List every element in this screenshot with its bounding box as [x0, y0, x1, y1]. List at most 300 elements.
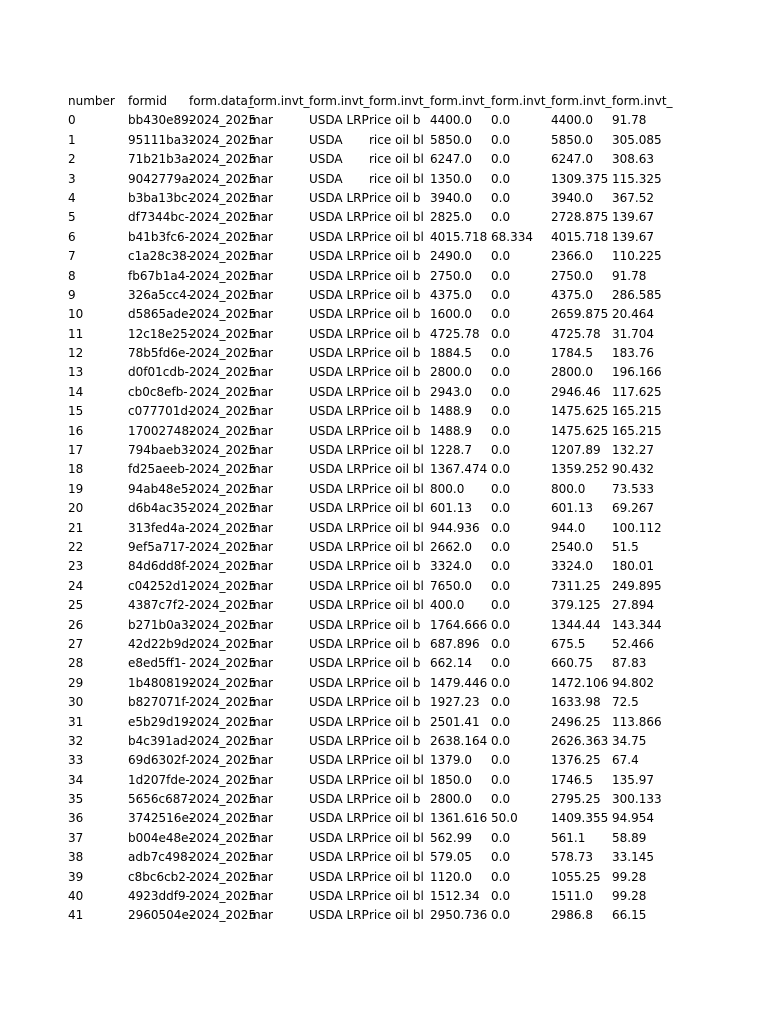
table-cell[interactable]: 0.0 [491, 268, 511, 283]
table-cell[interactable]: 2986.8 [551, 908, 593, 923]
table-cell[interactable]: mar [249, 753, 273, 768]
table-cell[interactable]: USDA LRP [309, 384, 369, 399]
table-cell[interactable]: 0.0 [491, 578, 511, 593]
table-cell[interactable]: 0.0 [491, 830, 511, 845]
table-cell[interactable]: c077701d- [128, 404, 193, 419]
table-cell[interactable]: 69.267 [612, 501, 654, 516]
table-cell[interactable]: rice oil bl [369, 889, 424, 904]
table-cell[interactable]: 0.0 [491, 850, 511, 865]
table-cell[interactable]: 2540.0 [551, 539, 593, 554]
table-cell[interactable]: 13 [68, 365, 84, 380]
table-cell[interactable]: 67.4 [612, 753, 639, 768]
table-cell[interactable]: 1511.0 [551, 889, 593, 904]
table-cell[interactable]: rice oil bl [369, 229, 424, 244]
table-cell[interactable]: 135.97 [612, 772, 654, 787]
table-cell[interactable]: 132.27 [612, 443, 654, 458]
table-cell[interactable]: USDA LRP [309, 714, 369, 729]
table-cell[interactable]: 0.0 [491, 365, 511, 380]
table-cell[interactable]: 52.466 [612, 636, 654, 651]
table-cell[interactable]: 2024_2025 [189, 481, 257, 496]
table-cell[interactable]: 2024_2025 [189, 636, 257, 651]
table-cell[interactable]: 0.0 [491, 520, 511, 535]
table-cell[interactable]: 2024_2025 [189, 869, 257, 884]
table-cell[interactable]: d5865ade- [128, 307, 193, 322]
table-cell[interactable]: 2024_2025 [189, 229, 257, 244]
table-cell[interactable]: 37 [68, 830, 84, 845]
table-cell[interactable]: 1350.0 [430, 171, 472, 186]
table-cell[interactable]: rice oil bl [369, 132, 424, 147]
table-cell[interactable]: 2024_2025 [189, 772, 257, 787]
table-cell[interactable]: 1376.25 [551, 753, 601, 768]
table-cell[interactable]: 601.13 [551, 501, 593, 516]
table-cell[interactable]: 20 [68, 501, 84, 516]
table-cell[interactable]: rice oil bl [369, 152, 424, 167]
table-cell[interactable]: USDA LRP [309, 404, 369, 419]
table-cell[interactable]: 3940.0 [430, 190, 472, 205]
table-cell[interactable]: 91.78 [612, 113, 647, 128]
table-cell[interactable]: mar [249, 152, 273, 167]
table-cell[interactable]: 601.13 [430, 501, 472, 516]
table-cell[interactable]: 0.0 [491, 423, 511, 438]
table-cell[interactable]: 2800.0 [551, 365, 593, 380]
table-cell[interactable]: 1600.0 [430, 307, 472, 322]
table-cell[interactable]: 71b21b3a- [128, 152, 194, 167]
table-cell[interactable]: 32 [68, 733, 84, 748]
table-cell[interactable]: rice oil b [369, 636, 421, 651]
table-cell[interactable]: 2496.25 [551, 714, 601, 729]
table-cell[interactable]: 305.085 [612, 132, 662, 147]
column-header[interactable]: formid [128, 94, 167, 108]
table-cell[interactable]: 0.0 [491, 210, 511, 225]
table-cell[interactable]: USDA LRP [309, 675, 369, 690]
table-cell[interactable]: 0.0 [491, 190, 511, 205]
table-cell[interactable]: 4375.0 [430, 287, 472, 302]
table-cell[interactable]: mar [249, 423, 273, 438]
table-cell[interactable]: 2024_2025 [189, 132, 257, 147]
table-cell[interactable]: 2024_2025 [189, 210, 257, 225]
table-cell[interactable]: 66.15 [612, 908, 647, 923]
table-cell[interactable]: 3324.0 [430, 559, 472, 574]
table-cell[interactable]: rice oil bl [369, 539, 424, 554]
table-cell[interactable]: mar [249, 229, 273, 244]
table-cell[interactable]: mar [249, 307, 273, 322]
table-cell[interactable]: 800.0 [430, 481, 465, 496]
table-cell[interactable]: mar [249, 268, 273, 283]
table-cell[interactable]: 561.1 [551, 830, 586, 845]
table-cell[interactable]: USDA LRP [309, 190, 369, 205]
table-cell[interactable]: mar [249, 384, 273, 399]
table-cell[interactable]: c1a28c38- [128, 249, 192, 264]
table-cell[interactable]: 1120.0 [430, 869, 472, 884]
table-cell[interactable]: rice oil bl [369, 908, 424, 923]
table-cell[interactable]: 84d6dd8f- [128, 559, 190, 574]
table-cell[interactable]: 0.0 [491, 249, 511, 264]
table-cell[interactable]: c04252d1- [128, 578, 193, 593]
table-cell[interactable]: 2659.875 [551, 307, 609, 322]
table-cell[interactable]: rice oil b [369, 346, 421, 361]
table-cell[interactable]: USDA LRP [309, 287, 369, 302]
column-header[interactable]: form.data_ [189, 94, 254, 108]
table-cell[interactable]: 17002748- [128, 423, 194, 438]
table-cell[interactable]: rice oil bl [369, 501, 424, 516]
table-cell[interactable]: 0.0 [491, 733, 511, 748]
table-cell[interactable]: 165.215 [612, 404, 662, 419]
table-cell[interactable]: 25 [68, 598, 84, 613]
table-cell[interactable]: rice oil bl [369, 811, 424, 826]
table-cell[interactable]: USDA LRP [309, 636, 369, 651]
table-cell[interactable]: 21 [68, 520, 84, 535]
table-cell[interactable]: USDA LRP [309, 520, 369, 535]
table-cell[interactable]: 2024_2025 [189, 520, 257, 535]
table-cell[interactable]: 0.0 [491, 889, 511, 904]
table-cell[interactable]: mar [249, 462, 273, 477]
table-cell[interactable]: 0 [68, 113, 76, 128]
table-cell[interactable]: 0.0 [491, 617, 511, 632]
table-cell[interactable]: rice oil b [369, 617, 421, 632]
table-cell[interactable]: mar [249, 578, 273, 593]
table-cell[interactable]: 1884.5 [430, 346, 472, 361]
table-cell[interactable]: 6247.0 [551, 152, 593, 167]
table-cell[interactable]: 1475.625 [551, 404, 609, 419]
table-cell[interactable]: mar [249, 617, 273, 632]
table-cell[interactable]: 578.73 [551, 850, 593, 865]
table-cell[interactable]: rice oil b [369, 113, 421, 128]
table-cell[interactable]: 3324.0 [551, 559, 593, 574]
column-header[interactable]: form.invt_ [369, 94, 430, 108]
table-cell[interactable]: USDA LRP [309, 617, 369, 632]
table-cell[interactable]: 2024_2025 [189, 598, 257, 613]
table-cell[interactable]: b004e48e- [128, 830, 193, 845]
table-cell[interactable]: 3940.0 [551, 190, 593, 205]
table-cell[interactable]: 40 [68, 889, 84, 904]
table-cell[interactable]: mar [249, 210, 273, 225]
table-cell[interactable]: 0.0 [491, 753, 511, 768]
table-cell[interactable]: 0.0 [491, 307, 511, 322]
table-cell[interactable]: 4400.0 [551, 113, 593, 128]
table-cell[interactable]: 944.936 [430, 520, 480, 535]
table-cell[interactable]: 6247.0 [430, 152, 472, 167]
table-cell[interactable]: 1d207fde- [128, 772, 190, 787]
table-cell[interactable]: 143.344 [612, 617, 662, 632]
table-cell[interactable]: USDA LRP [309, 113, 369, 128]
table-cell[interactable]: 5850.0 [551, 132, 593, 147]
table-cell[interactable]: 1479.446 [430, 675, 488, 690]
table-cell[interactable]: USDA LRP [309, 307, 369, 322]
table-cell[interactable]: 196.166 [612, 365, 662, 380]
table-cell[interactable]: rice oil bl [369, 171, 424, 186]
table-cell[interactable]: 17 [68, 443, 84, 458]
table-cell[interactable]: 12c18e25- [128, 326, 193, 341]
table-cell[interactable]: 1850.0 [430, 772, 472, 787]
table-cell[interactable]: 249.895 [612, 578, 662, 593]
table-cell[interactable]: USDA LRP [309, 559, 369, 574]
table-cell[interactable]: 99.28 [612, 869, 647, 884]
table-cell[interactable]: 5850.0 [430, 132, 472, 147]
table-cell[interactable]: 3742516e- [128, 811, 194, 826]
table-cell[interactable]: 5 [68, 210, 76, 225]
table-cell[interactable]: 0.0 [491, 481, 511, 496]
table-cell[interactable]: b827071f- [128, 695, 190, 710]
table-cell[interactable]: 4015.718 [430, 229, 488, 244]
table-cell[interactable]: rice oil bl [369, 481, 424, 496]
table-cell[interactable]: mar [249, 598, 273, 613]
table-cell[interactable]: 4387c7f2- [128, 598, 189, 613]
table-cell[interactable]: 27 [68, 636, 84, 651]
table-cell[interactable]: fd25aeeb- [128, 462, 190, 477]
table-cell[interactable]: rice oil b [369, 326, 421, 341]
table-cell[interactable]: 1b480819- [128, 675, 194, 690]
table-cell[interactable]: 1488.9 [430, 404, 472, 419]
table-cell[interactable]: mar [249, 481, 273, 496]
table-cell[interactable]: 4725.78 [430, 326, 480, 341]
table-cell[interactable]: mar [249, 714, 273, 729]
table-cell[interactable]: 2024_2025 [189, 539, 257, 554]
table-cell[interactable]: mar [249, 772, 273, 787]
table-cell[interactable]: e5b29d19- [128, 714, 194, 729]
table-cell[interactable]: 14 [68, 384, 84, 399]
table-cell[interactable]: 95111ba3- [128, 132, 194, 147]
table-cell[interactable]: 400.0 [430, 598, 465, 613]
table-cell[interactable]: 1633.98 [551, 695, 601, 710]
column-header[interactable]: form.invt_ [612, 94, 673, 108]
table-cell[interactable]: rice oil b [369, 384, 421, 399]
table-cell[interactable]: 34.75 [612, 733, 647, 748]
table-cell[interactable]: USDA LRP [309, 733, 369, 748]
table-cell[interactable]: 0.0 [491, 384, 511, 399]
table-cell[interactable]: 8 [68, 268, 76, 283]
column-header[interactable]: form.invt_ [551, 94, 612, 108]
table-cell[interactable]: USDA [309, 171, 343, 186]
table-cell[interactable]: 0.0 [491, 656, 511, 671]
table-cell[interactable]: USDA LRP [309, 365, 369, 380]
table-cell[interactable]: rice oil bl [369, 443, 424, 458]
table-cell[interactable]: 2024_2025 [189, 171, 257, 186]
table-cell[interactable]: 2501.41 [430, 714, 480, 729]
table-cell[interactable]: rice oil bl [369, 462, 424, 477]
table-cell[interactable]: 2024_2025 [189, 113, 257, 128]
table-cell[interactable]: 5656c687- [128, 792, 193, 807]
table-cell[interactable]: 15 [68, 404, 84, 419]
table-cell[interactable]: USDA LRP [309, 423, 369, 438]
table-cell[interactable]: 0.0 [491, 404, 511, 419]
table-cell[interactable]: USDA LRP [309, 481, 369, 496]
table-cell[interactable]: 1361.616 [430, 811, 488, 826]
table-cell[interactable]: 34 [68, 772, 84, 787]
table-cell[interactable]: 300.133 [612, 792, 662, 807]
table-cell[interactable]: 1055.25 [551, 869, 601, 884]
table-cell[interactable]: 2024_2025 [189, 656, 257, 671]
table-cell[interactable]: 2825.0 [430, 210, 472, 225]
table-cell[interactable]: 0.0 [491, 675, 511, 690]
column-header[interactable]: number [68, 94, 115, 108]
table-cell[interactable]: 27.894 [612, 598, 654, 613]
table-cell[interactable]: 26 [68, 617, 84, 632]
table-cell[interactable]: 180.01 [612, 559, 654, 574]
table-cell[interactable]: USDA LRP [309, 210, 369, 225]
table-cell[interactable]: d0f01cdb- [128, 365, 189, 380]
table-cell[interactable]: 0.0 [491, 326, 511, 341]
table-cell[interactable]: 1367.474 [430, 462, 488, 477]
table-cell[interactable]: b4c391ad- [128, 733, 193, 748]
table-cell[interactable]: 0.0 [491, 501, 511, 516]
table-cell[interactable]: USDA LRP [309, 656, 369, 671]
table-cell[interactable]: 1784.5 [551, 346, 593, 361]
table-cell[interactable]: 0.0 [491, 636, 511, 651]
table-cell[interactable]: 23 [68, 559, 84, 574]
table-cell[interactable]: 4725.78 [551, 326, 601, 341]
table-cell[interactable]: 9042779a- [128, 171, 194, 186]
table-cell[interactable]: 2024_2025 [189, 617, 257, 632]
table-cell[interactable]: 58.89 [612, 830, 647, 845]
table-cell[interactable]: 6 [68, 229, 76, 244]
table-cell[interactable]: 2750.0 [551, 268, 593, 283]
table-cell[interactable]: 0.0 [491, 132, 511, 147]
table-cell[interactable]: mar [249, 501, 273, 516]
table-cell[interactable]: 2960504e- [128, 908, 194, 923]
table-cell[interactable]: mar [249, 404, 273, 419]
table-cell[interactable]: 2024_2025 [189, 850, 257, 865]
table-cell[interactable]: 139.67 [612, 210, 654, 225]
table-cell[interactable]: 0.0 [491, 772, 511, 787]
table-cell[interactable]: 800.0 [551, 481, 586, 496]
table-cell[interactable]: mar [249, 889, 273, 904]
table-cell[interactable]: 29 [68, 675, 84, 690]
table-cell[interactable]: 7311.25 [551, 578, 601, 593]
table-cell[interactable]: 326a5cc4- [128, 287, 192, 302]
table-cell[interactable]: mar [249, 539, 273, 554]
table-cell[interactable]: USDA LRP [309, 346, 369, 361]
column-header[interactable]: form.invt_ [491, 94, 552, 108]
table-cell[interactable]: 0.0 [491, 346, 511, 361]
table-cell[interactable]: mar [249, 346, 273, 361]
table-cell[interactable]: USDA LRP [309, 578, 369, 593]
table-cell[interactable]: 2024_2025 [189, 753, 257, 768]
table-cell[interactable]: 562.99 [430, 830, 472, 845]
table-cell[interactable]: 2024_2025 [189, 287, 257, 302]
table-cell[interactable]: 39 [68, 869, 84, 884]
table-cell[interactable]: rice oil b [369, 714, 421, 729]
table-cell[interactable]: 4015.718 [551, 229, 609, 244]
table-cell[interactable]: 20.464 [612, 307, 654, 322]
table-cell[interactable]: 0.0 [491, 113, 511, 128]
table-cell[interactable]: 2024_2025 [189, 811, 257, 826]
table-cell[interactable]: USDA LRP [309, 598, 369, 613]
table-cell[interactable]: mar [249, 132, 273, 147]
table-cell[interactable]: 0.0 [491, 559, 511, 574]
table-cell[interactable]: 1228.7 [430, 443, 472, 458]
table-cell[interactable]: d6b4ac35- [128, 501, 193, 516]
table-cell[interactable]: 2750.0 [430, 268, 472, 283]
table-cell[interactable]: 2024_2025 [189, 695, 257, 710]
table-cell[interactable]: 2728.875 [551, 210, 609, 225]
table-cell[interactable]: 675.5 [551, 636, 586, 651]
table-cell[interactable]: USDA LRP [309, 830, 369, 845]
table-cell[interactable]: 0.0 [491, 714, 511, 729]
table-cell[interactable]: 42d22b9d- [128, 636, 194, 651]
table-cell[interactable]: 2024_2025 [189, 501, 257, 516]
table-cell[interactable]: 2800.0 [430, 792, 472, 807]
table-cell[interactable]: 73.533 [612, 481, 654, 496]
table-cell[interactable]: 660.75 [551, 656, 593, 671]
table-cell[interactable]: USDA LRP [309, 249, 369, 264]
table-cell[interactable]: USDA LRP [309, 772, 369, 787]
table-cell[interactable]: 286.585 [612, 287, 662, 302]
table-cell[interactable]: 2366.0 [551, 249, 593, 264]
table-cell[interactable]: 110.225 [612, 249, 662, 264]
table-cell[interactable]: 2024_2025 [189, 559, 257, 574]
table-cell[interactable]: 78b5fd6e- [128, 346, 190, 361]
table-cell[interactable]: 662.14 [430, 656, 472, 671]
table-cell[interactable]: 2024_2025 [189, 384, 257, 399]
table-cell[interactable]: mar [249, 113, 273, 128]
table-cell[interactable]: e8ed5ff1- [128, 656, 186, 671]
table-cell[interactable]: 2024_2025 [189, 190, 257, 205]
table-cell[interactable]: 2024_2025 [189, 830, 257, 845]
table-cell[interactable]: rice oil bl [369, 753, 424, 768]
table-cell[interactable]: 94.802 [612, 675, 654, 690]
table-cell[interactable]: 68.334 [491, 229, 533, 244]
table-cell[interactable]: 4400.0 [430, 113, 472, 128]
table-cell[interactable]: mar [249, 792, 273, 807]
table-cell[interactable]: mar [249, 326, 273, 341]
table-cell[interactable]: 2 [68, 152, 76, 167]
table-cell[interactable]: 16 [68, 423, 84, 438]
table-cell[interactable]: 2626.363 [551, 733, 609, 748]
table-cell[interactable]: 11 [68, 326, 84, 341]
table-cell[interactable]: b3ba13bc- [128, 190, 193, 205]
table-cell[interactable]: 1409.355 [551, 811, 609, 826]
table-cell[interactable]: 0.0 [491, 869, 511, 884]
table-cell[interactable]: 0.0 [491, 287, 511, 302]
table-cell[interactable]: mar [249, 559, 273, 574]
table-cell[interactable]: mar [249, 850, 273, 865]
table-cell[interactable]: 367.52 [612, 190, 654, 205]
table-cell[interactable]: 1207.89 [551, 443, 601, 458]
table-cell[interactable]: USDA LRP [309, 869, 369, 884]
table-cell[interactable]: 794baeb3- [128, 443, 193, 458]
table-cell[interactable]: adb7c498- [128, 850, 193, 865]
table-cell[interactable]: USDA LRP [309, 792, 369, 807]
table-cell[interactable]: 31.704 [612, 326, 654, 341]
table-cell[interactable]: 2024_2025 [189, 714, 257, 729]
table-cell[interactable]: 69d6302f- [128, 753, 190, 768]
table-cell[interactable]: 10 [68, 307, 84, 322]
table-cell[interactable]: 1488.9 [430, 423, 472, 438]
table-cell[interactable]: 2024_2025 [189, 249, 257, 264]
table-cell[interactable]: 2024_2025 [189, 908, 257, 923]
table-cell[interactable]: rice oil b [369, 307, 421, 322]
table-cell[interactable]: 91.78 [612, 268, 647, 283]
table-cell[interactable]: 99.28 [612, 889, 647, 904]
table-cell[interactable]: 1359.252 [551, 462, 609, 477]
table-cell[interactable]: 1764.666 [430, 617, 488, 632]
table-cell[interactable]: 2024_2025 [189, 423, 257, 438]
table-cell[interactable]: USDA LRP [309, 326, 369, 341]
table-cell[interactable]: 19 [68, 481, 84, 496]
table-cell[interactable]: 2638.164 [430, 733, 488, 748]
table-cell[interactable]: 87.83 [612, 656, 647, 671]
table-cell[interactable]: USDA LRP [309, 501, 369, 516]
table-cell[interactable]: 1475.625 [551, 423, 609, 438]
table-cell[interactable]: rice oil bl [369, 520, 424, 535]
table-cell[interactable]: 7 [68, 249, 76, 264]
table-cell[interactable]: mar [249, 811, 273, 826]
column-header[interactable]: form.invt_ [430, 94, 491, 108]
table-cell[interactable]: 0.0 [491, 462, 511, 477]
table-cell[interactable]: 3 [68, 171, 76, 186]
table-cell[interactable]: mar [249, 171, 273, 186]
table-cell[interactable]: 0.0 [491, 152, 511, 167]
